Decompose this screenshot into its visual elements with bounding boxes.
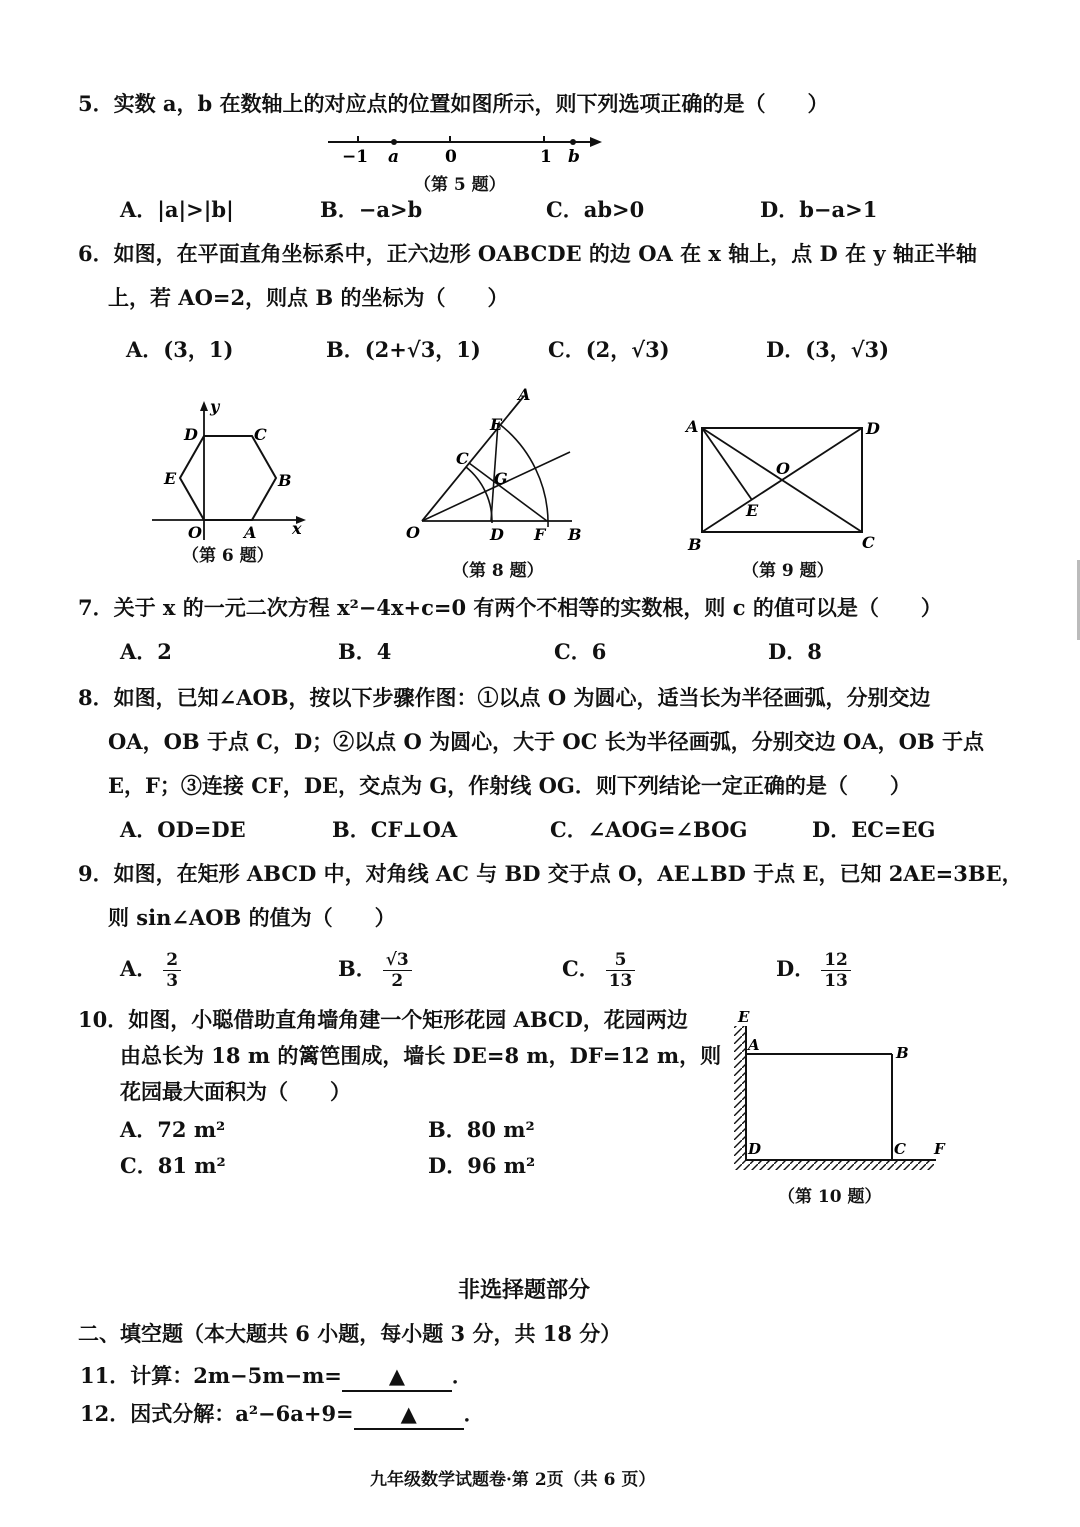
label-C: C [894, 1140, 906, 1158]
label-O: O [406, 523, 420, 542]
label-y: y [210, 397, 220, 416]
q6-option-d: D．(3，√3) [766, 337, 890, 362]
page-footer: 九年级数学试题卷·第 2页（共 6 页） [370, 1470, 656, 1490]
label-C: C [254, 425, 267, 444]
q7-option-a: A．2 [120, 639, 172, 664]
q8-line3: E，F；③连接 CF，DE，交点为 G，作射线 OG．则下列结论一定正确的是（ ） [108, 773, 911, 798]
q5-stem: 5．实数 a，b 在数轴上的对应点的位置如图所示，则下列选项正确的是（ ） [78, 91, 829, 116]
q9-option-b: B． $\frac{√3}{2}$ [338, 950, 412, 991]
q6-option-c: C．(2，√3) [548, 337, 670, 362]
label-A: A [244, 523, 257, 542]
label-A: A [518, 386, 531, 404]
q7-option-c: C．6 [554, 639, 607, 664]
label-E: E [738, 1008, 750, 1026]
q6-line1: 6．如图，在平面直角坐标系中，正六边形 OABCDE 的边 OA 在 x 轴上，点 D 在 y 轴正半轴 [78, 241, 977, 266]
q9-option-d: D． $\frac{12}{13}$ [776, 950, 851, 991]
q8-construction-figure [400, 386, 600, 556]
q10-option-d: D．96 m² [428, 1153, 536, 1178]
q12-answer-blank: ▲ [354, 1400, 464, 1430]
label-B: B [568, 525, 582, 544]
q6-caption: （第 6 题） [182, 546, 274, 566]
q10-line3: 花园最大面积为（ ） [120, 1079, 351, 1104]
q10-line2: 由总长为 18 m 的篱笆围成，墙长 DE=8 m，DF=12 m，则 [120, 1043, 722, 1068]
q8-caption: （第 8 题） [452, 561, 544, 581]
q5-option-d: D．b−a>1 [760, 197, 878, 222]
q7-option-d: D．8 [768, 639, 822, 664]
label-F: F [534, 525, 546, 544]
part2-heading: 二、填空题（本大题共 6 小题，每小题 3 分，共 18 分） [78, 1321, 622, 1346]
q8-line2: OA，OB 于点 C，D；②以点 O 为圆心，大于 OC 长为半径画弧，分别交边 OA，OB 于点 [108, 729, 984, 754]
q11-answer-blank: ▲ [342, 1362, 452, 1392]
q8-option-a: A．OD=DE [120, 817, 246, 842]
q5-option-a: A．|a|>|b| [120, 197, 234, 222]
section-title: 非选择题部分 [458, 1277, 591, 1303]
q6-option-a: A．(3，1) [126, 337, 234, 362]
q9-line2: 则 sin∠AOB 的值为（ ） [108, 905, 396, 930]
q5-option-b: B．−a>b [320, 197, 423, 222]
label-A: A [748, 1036, 760, 1054]
q10-option-c: C．81 m² [120, 1153, 226, 1178]
q6-option-b: B．(2+√3，1) [326, 337, 481, 362]
label-C: C [862, 533, 875, 552]
label-B: B [896, 1044, 909, 1062]
label-C: C [456, 449, 469, 468]
q12: 12．因式分解：a²−6a+9= ▲ ． [80, 1400, 485, 1430]
label-G: G [494, 469, 508, 488]
label-O: O [188, 523, 202, 542]
q8-option-b: B．CF⊥OA [332, 817, 458, 842]
q11: 11．计算：2m−5m−m= ▲ ． [80, 1362, 473, 1392]
q6-line2: 上，若 AO=2，则点 B 的坐标为（ ） [108, 285, 509, 310]
label-D: D [490, 525, 504, 544]
q9-rectangle-figure [680, 414, 890, 554]
label-x: x [292, 519, 302, 538]
q9-option-c: C． $\frac{5}{13}$ [562, 950, 635, 991]
tick-1: 1 [540, 147, 552, 167]
label-D: D [866, 419, 880, 438]
q8-option-d: D．EC=EG [812, 817, 936, 842]
q9-caption: （第 9 题） [742, 561, 834, 581]
q10-garden-figure [726, 1004, 956, 1182]
q7-option-b: B．4 [338, 639, 392, 664]
q6-hexagon-figure [148, 394, 318, 544]
label-D: D [748, 1140, 762, 1158]
label-F: F [934, 1140, 945, 1158]
label-B: B [688, 535, 702, 554]
label-E: E [490, 415, 503, 434]
label-E: E [746, 501, 759, 520]
q10-option-b: B．80 m² [428, 1117, 535, 1142]
q7-stem: 7．关于 x 的一元二次方程 x²−4x+c=0 有两个不相等的实数根，则 c 的值可以是（ ） [78, 595, 942, 620]
label-O: O [776, 459, 790, 478]
q8-option-c: C．∠AOG=∠BOG [550, 817, 748, 842]
q10-line1: 10．如图，小聪借助直角墙角建一个矩形花园 ABCD，花园两边 [78, 1007, 688, 1032]
q5-option-c: C．ab>0 [546, 197, 645, 222]
q9-line1: 9．如图，在矩形 ABCD 中，对角线 AC 与 BD 交于点 O，AE⊥BD 于点 E，已知 2AE=3BE， [78, 861, 1023, 886]
q5-caption: （第 5 题） [414, 175, 506, 195]
tick-0: 0 [445, 147, 457, 167]
tick-a: a [388, 147, 400, 167]
label-D: D [184, 425, 198, 444]
tick-b: b [568, 147, 580, 167]
q9-option-a: A． $\frac{2}{3}$ [120, 950, 181, 991]
label-E: E [164, 469, 177, 488]
q10-caption: （第 10 题） [778, 1187, 882, 1207]
q10-option-a: A．72 m² [120, 1117, 226, 1142]
q8-line1: 8．如图，已知∠AOB，按以下步骤作图：①以点 O 为圆心，适当长为半径画弧，分别交边 [78, 685, 931, 710]
tick-neg1: −1 [342, 147, 369, 167]
label-B: B [278, 471, 292, 490]
label-A: A [686, 417, 699, 436]
